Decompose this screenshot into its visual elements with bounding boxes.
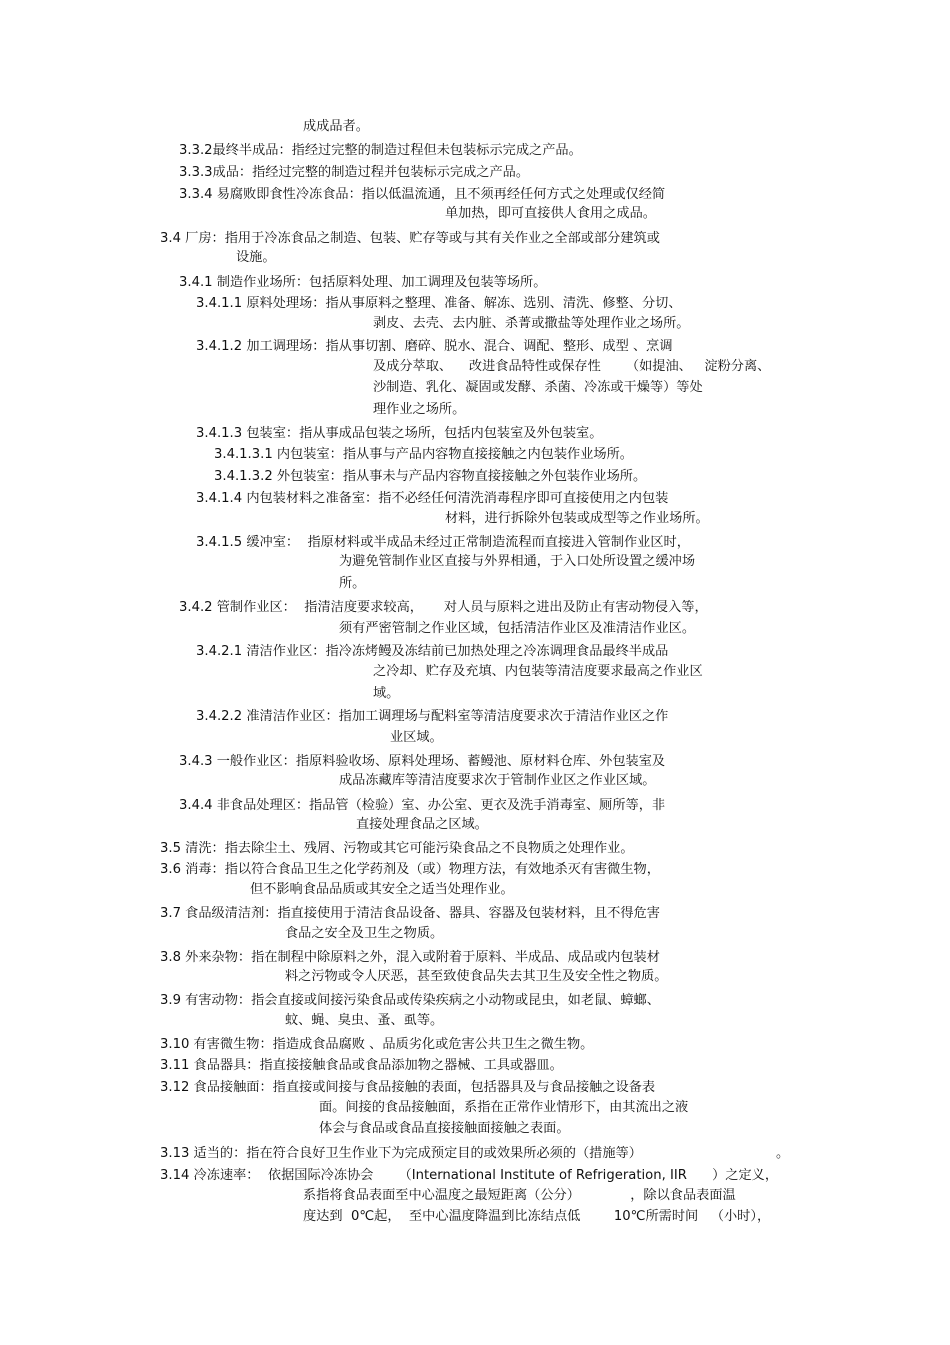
text-line: 3.3.3成品：指经过完整的制造过程并包装标示完成之产品。: [179, 165, 530, 180]
text-line: 3.4.1.5 缓冲室： 指原材料或半成品未经过正常制造流程而直接进入管制作业区时，: [196, 535, 690, 550]
text-line: 材料，进行拆除外包装或成型等之作业场所。: [445, 511, 709, 526]
text-line: 沙制造、乳化、凝固或发酵、杀菌、冷冻或干燥等）等处: [373, 380, 703, 395]
text-line: 3.6 消毒：指以符合食品卫生之化学药剂及（或）物理方法，有效地杀灭有害微生物，: [160, 862, 660, 877]
text-line: 所。: [339, 576, 366, 591]
text-line: 3.4.1.3.1 内包装室：指从事与产品内容物直接接触之内包装作业场所。: [214, 447, 633, 462]
text-line: 3.3.2最终半成品：指经过完整的制造过程但未包装标示完成之产品。: [179, 143, 582, 158]
text-line: 3.5 清洗：指去除尘土、残屑、污物或其它可能污染食品之不良物质之处理作业。: [160, 841, 634, 856]
text-line: 体会与食品或食品直接接触面接触之表面。: [319, 1121, 570, 1136]
text-line: 设施。: [236, 250, 276, 265]
text-line: 3.11 食品器具：指直接接触食品或食品添加物之器械、工具或器皿。: [160, 1058, 563, 1073]
text-line: 3.9 有害动物：指会直接或间接污染食品或传染疾病之小动物或昆虫，如老鼠、蟑螂、: [160, 993, 660, 1008]
text-line: 剥皮、去壳、去内脏、杀菁或撒盐等处理作业之场所。: [373, 316, 690, 331]
text-line: 成成品者。: [303, 119, 369, 134]
text-line: 单加热，即可直接供人食用之成品。: [445, 206, 656, 221]
text-line: 3.4.1.3 包装室：指从事成品包装之场所，包括内包装室及外包装室。: [196, 426, 603, 441]
text-line: 成品冻藏库等清洁度要求次于管制作业区之作业区域。: [339, 773, 656, 788]
text-line: 3.4.1 制造作业场所：包括原料处理、加工调理及包装等场所。: [179, 275, 547, 290]
text-line: 3.4.2.1 清洁作业区：指冷冻烤鳗及冻结前已加热处理之冷冻调理食品最终半成品: [196, 644, 669, 659]
text-line: 3.14 冷冻速率： 依据国际冷冻协会 （International Institute of Refrigeration, IIR ）之定义，: [160, 1168, 779, 1183]
text-line: 3.13 适当的：指在符合良好卫生作业下为完成预定目的或效果所必须的（措施等）: [160, 1146, 642, 1161]
text-line: 蚊、蝇、臭虫、蚤、虱等。: [285, 1013, 444, 1028]
text-line: 面。间接的食品接触面，系指在正常作业情形下，由其流出之液: [319, 1100, 689, 1115]
text-line: 3.10 有害微生物：指造成食品腐败 、品质劣化或危害公共卫生之微生物。: [160, 1037, 594, 1052]
text-line: 3.4 厂房：指用于冷冻食品之制造、包装、贮存等或与其有关作业之全部或部分建筑或: [160, 231, 660, 246]
text-line: 料之污物或令人厌恶，甚至致使食品失去其卫生及安全性之物质。: [285, 969, 668, 984]
text-line: 3.7 食品级清洁剂：指直接使用于清洁食品设备、器具、容器及包装材料，且不得危害: [160, 906, 660, 921]
text-line: 3.4.1.4 内包装材料之准备室：指不必经任何清洗消毒程序即可直接使用之内包装: [196, 491, 669, 506]
text-line: 3.4.2 管制作业区： 指清洁度要求较高， 对人员与原料之进出及防止有害动物侵入等，: [179, 600, 708, 615]
text-line: 3.4.2.2 准清洁作业区：指加工调理场与配料室等清洁度要求次于清洁作业区之作: [196, 709, 669, 724]
text-line: 域。: [373, 686, 400, 701]
text-line: 3.3.4 易腐败即食性冷冻食品：指以低温流通，且不须再经任何方式之处理或仅经简: [179, 187, 666, 202]
text-line: 3.8 外来杂物：指在制程中除原料之外，混入或附着于原料、半成品、成品或内包装材: [160, 950, 660, 965]
text-line: 直接处理食品之区域。: [356, 817, 488, 832]
text-line: 3.4.1.3.2 外包装室：指从事未与产品内容物直接接触之外包装作业场所。: [214, 469, 647, 484]
text-line: 理作业之场所。: [373, 402, 466, 417]
text-line: 3.4.4 非食品处理区：指品管（检验）室、办公室、更衣及洗手消毒室、厕所等，非: [179, 798, 666, 813]
text-line: 度达到 0℃起， 至中心温度降温到比冻结点低 10℃所需时间 （小时），: [303, 1209, 771, 1224]
text-line: 3.4.3 一般作业区：指原料验收场、原料处理场、蓄鳗池、原材料仓库、外包装室及: [179, 754, 666, 769]
text-line: 须有严密管制之作业区域，包括清洁作业区及准清洁作业区。: [339, 621, 696, 636]
text-line: 为避免管制作业区直接与外界相通，于入口处所设置之缓冲场: [339, 554, 696, 569]
text-line: 系指将食品表面至中心温度之最短距离（公分） ，除以食品表面温: [303, 1188, 736, 1203]
text-line: 之冷却、贮存及充填、内包装等清洁度要求最高之作业区: [373, 664, 703, 679]
text-line: 食品之安全及卫生之物质。: [285, 926, 444, 941]
text-line: 3.12 食品接触面：指直接或间接与食品接触的表面，包括器具及与食品接触之设备表: [160, 1080, 656, 1095]
text-line: 及成分萃取、 改进食品特性或保存性 （如提油、 淀粉分离、: [373, 359, 771, 374]
text-line: 业区域。: [390, 730, 443, 745]
text-line: 。: [776, 1146, 790, 1161]
text-line: 3.4.1.2 加工调理场：指从事切割、磨碎、脱水、混合、调配、整形、成型 、烹调: [196, 339, 673, 354]
text-line: 但不影响食品品质或其安全之适当处理作业。: [250, 882, 514, 897]
text-line: 3.4.1.1 原料处理场：指从事原料之整理、准备、解冻、选别、清洗、修整、分切、: [196, 296, 682, 311]
